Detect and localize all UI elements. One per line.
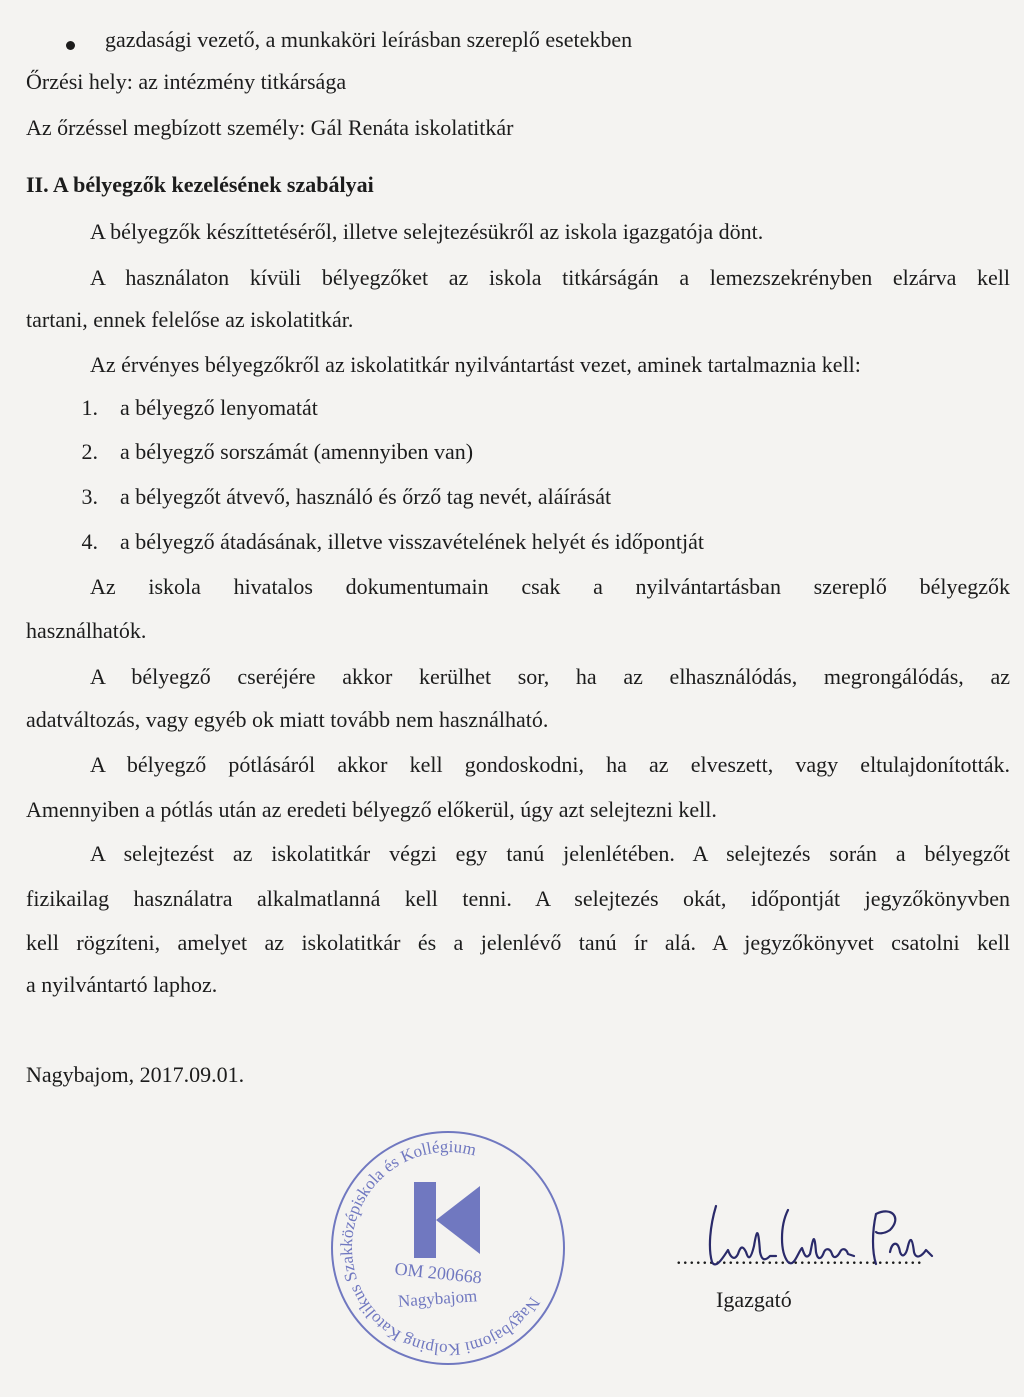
paragraph-5-line-2: adatváltozás, vagy egyéb ok miatt tovább nem használható. (26, 707, 549, 732)
paragraph-6-line-2: Amennyiben a pótlás után az eredeti bélyegző előkerül, úgy azt selejtezni kell. (26, 797, 717, 822)
custodian: Az őrzéssel megbízott személy: Gál Renáta iskolatitkár (26, 115, 514, 140)
paragraph-6-line-1: A bélyegző pótlásáról akkor kell gondoskodni, ha az elveszett, vagy eltulajdonították. (90, 752, 1010, 777)
paragraph-2-line-2: tartani, ennek felelőse az iskolatitkár. (26, 307, 354, 332)
stamp-ring-text (337, 1137, 544, 1359)
section-title: II. A bélyegzők kezelésének szabályai (26, 172, 374, 197)
bullet-item: gazdasági vezető, a munkaköri leírásban szereplő esetekben (105, 27, 633, 52)
stamp-outer-ring (332, 1132, 564, 1364)
list-item: a bélyegző sorszámát (amennyiben van) (120, 439, 474, 464)
stamp-logo-arrow (436, 1186, 480, 1254)
list-item: a bélyegzőt átvevő, használó és őrző tag nevét, aláírását (120, 484, 612, 509)
list-number: 4. (81, 529, 98, 554)
paragraph-7-line-2: fizikailag használatra alkalmatlanná kell tenni. A selejtezés okát, időpontját jegyzőkönyvben (26, 886, 1010, 911)
paragraph-4-line-2: használhatók. (26, 618, 147, 643)
stamp-city-text: Nagybajom (397, 1286, 478, 1311)
paragraph-3: Az érvényes bélyegzőkről az iskolatitkár nyilvántartást vezet, aminek tartalmaznia kell: (90, 352, 861, 377)
signer-role: Igazgató (716, 1287, 792, 1312)
list-number: 1. (81, 395, 98, 420)
list-number: 3. (81, 484, 98, 509)
list-item: a bélyegző átadásának, illetve visszavételének helyét és időpontját (120, 529, 704, 554)
signature-line: ...................................... (676, 1244, 923, 1269)
handwritten-signature (676, 1196, 976, 1276)
institution-stamp (328, 1128, 568, 1368)
paragraph-5-line-1: A bélyegző cseréjére akkor kerülhet sor, ha az elhasználódás, megrongálódás, az (90, 664, 1010, 689)
paragraph-2-line-1: A használaton kívüli bélyegzőket az iskola titkárságán a lemezszekrényben elzárva kell (90, 265, 1010, 290)
stamp-logo-bar (414, 1182, 436, 1258)
paragraph-1: A bélyegzők készíttetéséről, illetve selejtezésükről az iskola igazgatója dönt. (90, 219, 764, 244)
paragraph-7-line-3: kell rögzíteni, amelyet az iskolatitkár és a jelenlévő tanú ír alá. A jegyzőkönyvet csatolni kell (26, 930, 1010, 955)
stamp-om-text: OM 200668 (393, 1258, 483, 1288)
paragraph-7-line-1: A selejtezést az iskolatitkár végzi egy tanú jelenlétében. A selejtezés során a bélyegzőt (90, 841, 1010, 866)
list-number: 2. (81, 439, 98, 464)
place-date: Nagybajom, 2017.09.01. (26, 1062, 245, 1087)
paragraph-4-line-1: Az iskola hivatalos dokumentumain csak a nyilvántartásban szereplő bélyegzők (90, 574, 1010, 599)
stamp-ring-textpath: Nagybajomi Kolping Katolikus Szakközépiskola és Kollégium (336, 1136, 544, 1360)
list-item: a bélyegző lenyomatát (120, 395, 318, 420)
storage-place: Őrzési hely: az intézmény titkársága (26, 69, 347, 94)
bullet-marker (66, 41, 75, 50)
paragraph-7-line-4: a nyilvántartó laphoz. (26, 972, 218, 997)
